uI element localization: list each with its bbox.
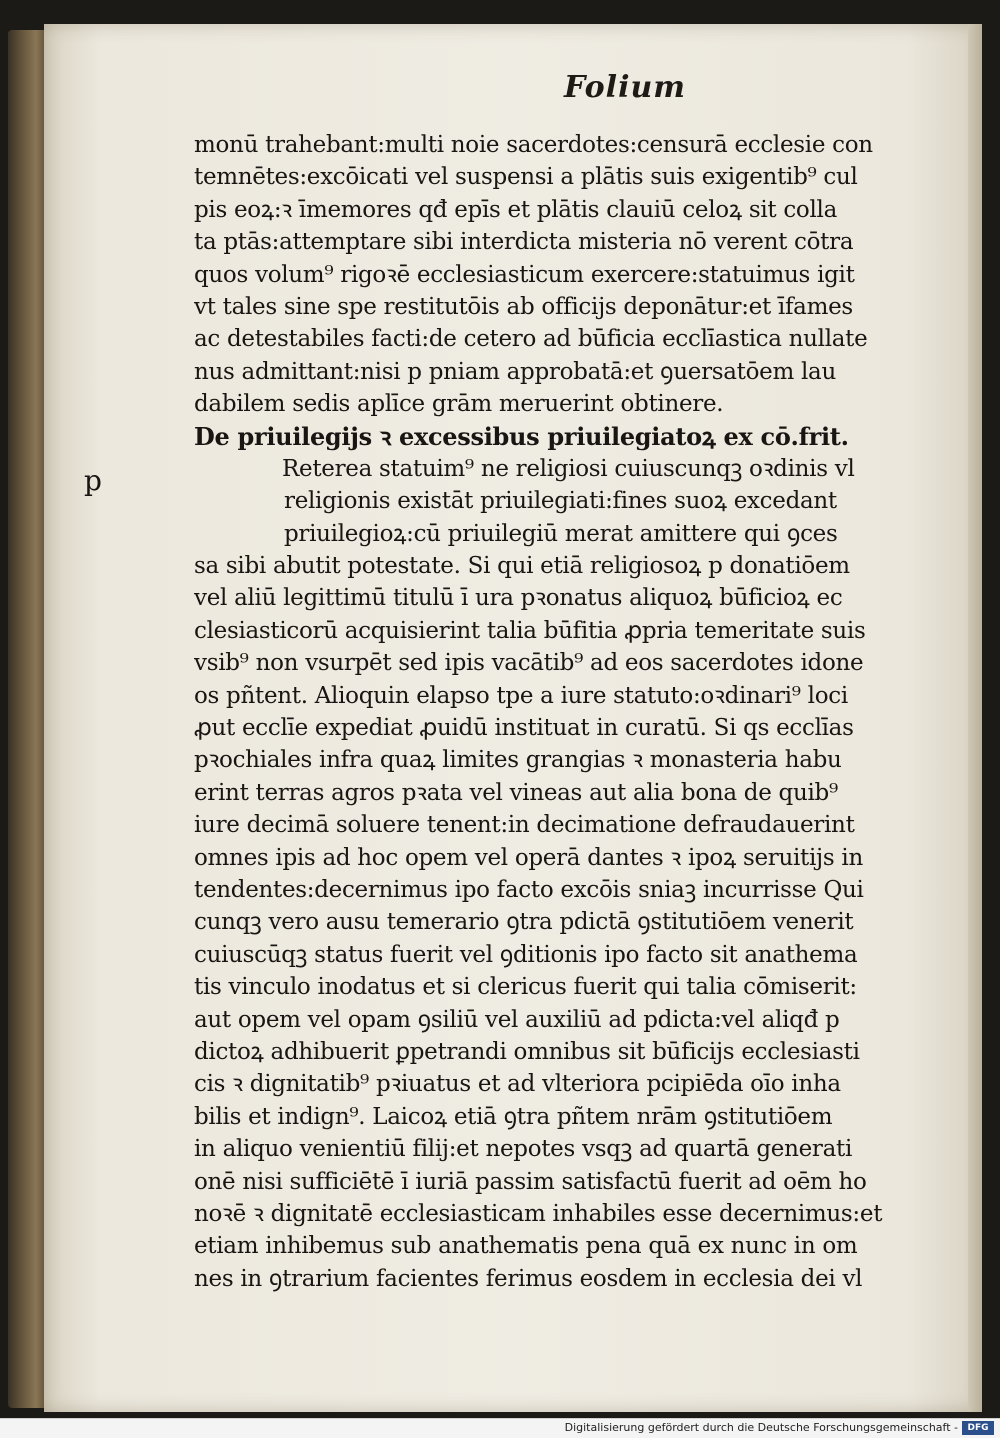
text-line: os pñtent. Alioquin elapso tpe a iure statuto:oꝛdinari⁹ loci (194, 682, 848, 709)
text-line: bilis et indign⁹. Laicoꝝ etiā ꝯtra pñtem nrām ꝯstitutiōem (194, 1103, 833, 1130)
text-line: noꝛē ꝛ dignitatē ecclesiasticam inhabiles esse decernimus:et (194, 1200, 883, 1227)
text-line: cuiuscūqꝫ status fuerit vel ꝯditionis ipo facto sit anathema (194, 941, 858, 968)
text-block (194, 129, 954, 1295)
text-line: iure decimā soluere tenent:in decimatione defraudauerint (194, 812, 855, 839)
text-line: onē nisi sufficiētē ī iuriā passim satisfactū fuerit ad oēm ho (194, 1168, 867, 1195)
text-line: ta ptās:attemptare sibi interdicta misteria nō verent cōtra (194, 229, 854, 256)
text-line: Reterea statuim⁹ ne religiosi cuiuscunqꝫ oꝛdinis vl (282, 455, 855, 482)
funding-credit: Digitalisierung gefördert durch die Deutsche Forschungsgemeinschaft - (564, 1421, 958, 1434)
drop-initial: p (84, 464, 102, 497)
text-line: sa sibi abutit potestate. Si qui etiā religiosoꝝ p donatiōem (194, 553, 850, 580)
text-line: vsib⁹ non vsurpēt sed ipis vacātib⁹ ad eos sacerdotes idone (194, 650, 864, 677)
folio-header: Folium (564, 70, 687, 105)
footer-bar (0, 1418, 1000, 1438)
text-line: clesiasticorū acquisierint talia būfitia ꝓpria temeritate suis (194, 617, 866, 644)
text-line: pꝛochiales infra quaꝝ limites grangias ꝛ monasteria habu (194, 747, 842, 774)
text-line: vel aliū legittimū titulū ī ura pꝛonatus aliquoꝝ būficioꝝ ec (194, 585, 843, 612)
text-line: ac detestabiles facti:de cetero ad būficia ecclīastica nullate (194, 326, 868, 353)
text-line: monū trahebant:multi noie sacerdotes:censurā ecclesie con (194, 132, 873, 158)
text-line: cunqꝫ vero ausu temerario ꝯtra pdictā ꝯstitutiōem venerit (194, 909, 854, 936)
text-line: aut opem vel opam ꝯsiliū vel auxiliū ad pdicta:vel aliqđ p (194, 1006, 840, 1033)
text-line: tis vinculo inodatus et si clericus fuerit qui talia cōmiserit: (194, 974, 857, 1001)
text-line: temnētes:excōicati vel suspensi a plātis suis exigentib⁹ cul (194, 164, 858, 191)
dfg-logo: DFG (962, 1421, 994, 1435)
text-line: religionis existāt priuilegiati:fines suoꝝ excedant (284, 488, 837, 515)
text-line: omnes ipis ad hoc opem vel operā dantes ꝛ ipoꝝ seruitijs in (194, 844, 863, 871)
text-line: pis eoꝝ:ꝛ īmemores qđ epīs et plātis clauiū celoꝝ sit colla (194, 196, 838, 223)
text-line: cis ꝛ dignitatib⁹ pꝛiuatus et ad vlteriora pcipiēda oīo inha (194, 1071, 841, 1098)
text-line: ꝓut ecclīe expediat ꝓuidū instituat in curatū. Si qs ecclīas (194, 715, 854, 742)
text-line: quos volum⁹ rigoꝛē ecclesiasticum exercere:statuimus igit (194, 261, 855, 288)
text-line: nus admittant:nisi p pniam approbatā:et ꝯuersatōem lau (194, 358, 836, 385)
text-line: in aliquo venientiū filij:et nepotes vsqꝫ ad quartā generati (194, 1136, 853, 1163)
text-line: etiam inhibemus sub anathematis pena quā ex nunc in om (194, 1233, 858, 1260)
text-line: dabilem sedis aplīce grām meruerint obtinere. (194, 391, 724, 418)
text-line: dictoꝝ adhibuerit ꝑpetrandi omnibus sit būficijs ecclesiasti (194, 1038, 860, 1065)
text-line: erint terras agros pꝛata vel vineas aut alia bona de quib⁹ (194, 779, 838, 806)
text-line: tendentes:decernimus ipo facto excōis sniaꝫ incurrisse Qui (194, 876, 864, 903)
book-spine (8, 30, 48, 1408)
book-page (44, 24, 982, 1412)
page-edge (968, 24, 982, 1412)
section-heading: De priuilegijs ꝛ excessibus priuilegiatoꝝ ex cō.frit. (194, 421, 849, 451)
text-line: priuilegioꝝ:cū priuilegiū merat amittere qui ꝯces (284, 520, 838, 547)
text-line: vt tales sine spe restitutōis ab officijs deponātur:et īfames (194, 293, 853, 320)
text-line: nes in ꝯtrarium facientes ferimus eosdem in ecclesia dei vl (194, 1265, 863, 1292)
